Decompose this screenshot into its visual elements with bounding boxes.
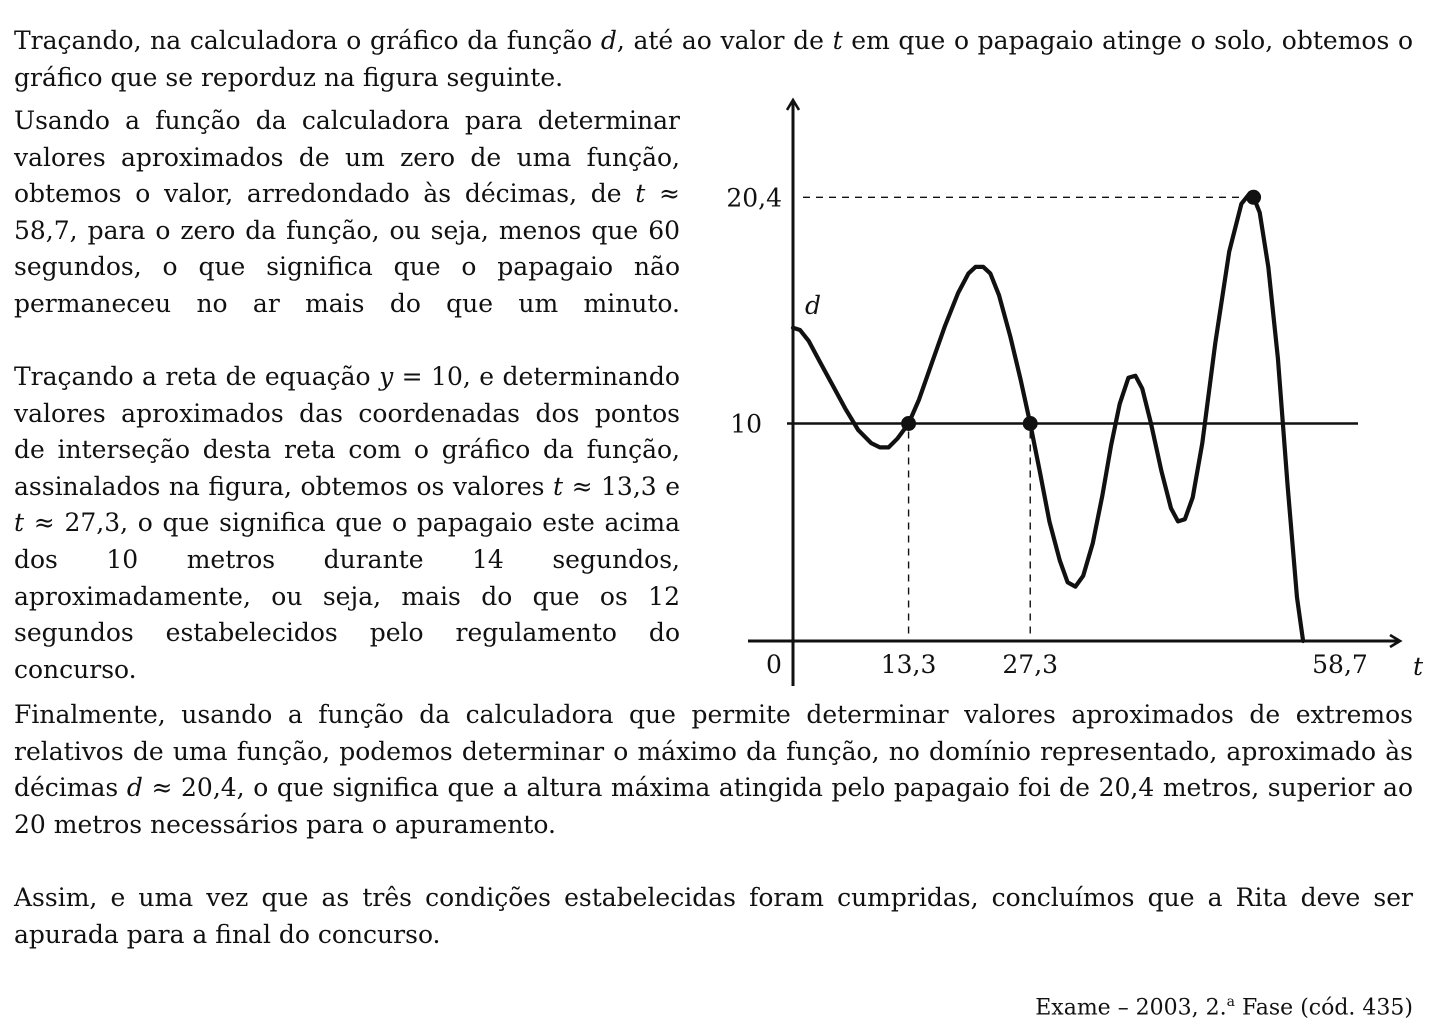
x-tick-label-13-3: 13,3 [880,650,937,679]
maximum-point [1246,190,1261,205]
origin-label: 0 [766,650,782,679]
x-tick-label-27-3: 27,3 [1002,650,1059,679]
paragraph-conclusion: Assim, e uma vez que as três condições estabelecidas foram cumpridas, concluímos que a Rita deve ser apurada para a final do concurso. [14,883,1413,949]
y-tick-label-20-4: 20,4 [726,183,782,213]
paragraph-maximum: Finalmente, usando a função da calculadora que permite determinar valores aproximados de extremos relativos de uma função, podemos determinar o máximo da função, no domínio representado, aproximado às décimas d ≈ 20,4, o que significa que a altura máxima atingida pelo papagaio foi de 20,4 metros, superior ao 20 metros necessários para o apuramento. [14,700,1414,839]
y-tick-label-10: 10 [730,409,762,439]
intersection-point-1 [901,416,916,431]
t-axis-label: t [1412,652,1424,681]
paragraph-zero: Usando a função da calculadora para determinar valores aproximados de um zero de uma função, obtemos o valor, arredondado às décimas, de t ≈ 58,7, para o zero da função, ou seja, menos que 60 segundos, o que significa que o papagaio não permaneceu no ar mais do que um minuto. [14,106,680,318]
paragraph-intersections: Traçando a reta de equação y = 10, e determinando valores aproximados das coordenadas dos pontos de interseção desta reta com o gráfico da função, assinalados na figura, obtemos os valores t ≈ 13,3 e t ≈ 27,3, o que significa que o papagaio este acima dos 10 metros durante 14 segundos, aproximadamente, ou seja, mais do que os 12 segundos estabelecidos pelo regulamento do concurso. [14,362,680,684]
function-label: d [804,291,822,320]
exam-source-citation: Exame – 2003, 2.$^a$ Fase (cód. 435) [1035,994,1413,1021]
paragraph-graph-intro: Traçando, na calculadora o gráfico da função d, até ao valor de t em que o papagaio atinge o solo, obtemos o gráfico que se reporduz na figura seguinte. [14,26,1413,92]
x-tick-label-58-7: 58,7 [1312,650,1368,679]
intersection-point-2 [1023,416,1038,431]
function-d-curve [793,193,1303,641]
function-graph [700,90,1430,695]
